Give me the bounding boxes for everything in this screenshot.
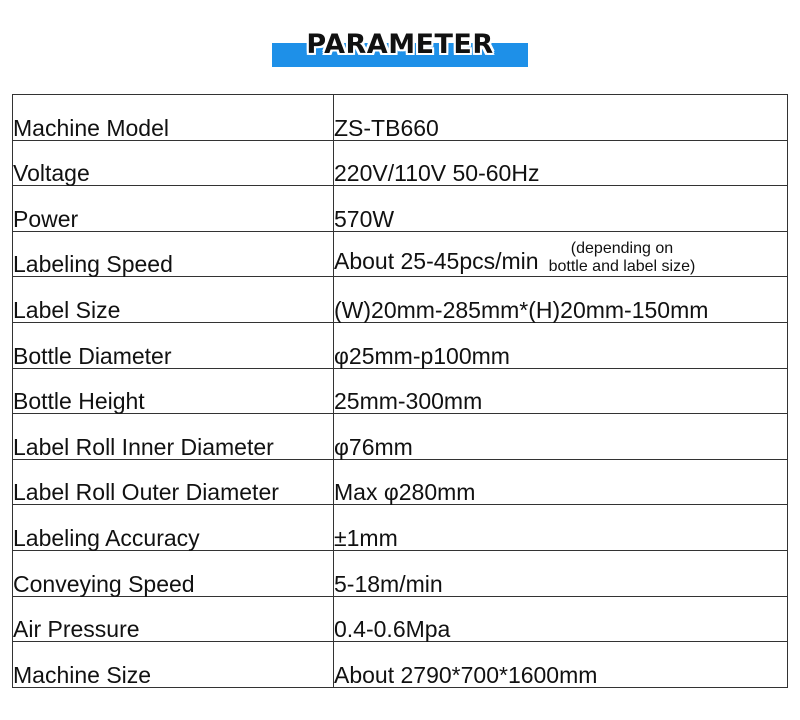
param-name: Label Size bbox=[13, 277, 334, 323]
param-name: Bottle Diameter bbox=[13, 322, 334, 368]
table-row bbox=[13, 459, 788, 505]
parameter-table bbox=[12, 94, 788, 688]
param-value: ZS-TB660 bbox=[334, 95, 788, 141]
param-value: 220V/110V 50-60Hz bbox=[334, 140, 788, 186]
param-name: Labeling Accuracy bbox=[13, 505, 334, 551]
table-row bbox=[13, 368, 788, 414]
param-name: Labeling Speed bbox=[13, 231, 334, 277]
page-title-banner bbox=[272, 30, 528, 68]
table-row bbox=[13, 231, 788, 277]
param-name: Conveying Speed bbox=[13, 550, 334, 596]
param-note bbox=[549, 240, 696, 276]
param-value: 5-18m/min bbox=[334, 550, 788, 596]
param-name: Label Roll Outer Diameter bbox=[13, 459, 334, 505]
param-name: Machine Model bbox=[13, 95, 334, 141]
param-name: Voltage bbox=[13, 140, 334, 186]
param-name: Bottle Height bbox=[13, 368, 334, 414]
param-value: 0.4-0.6Mpa bbox=[334, 596, 788, 642]
param-value: 25mm-300mm bbox=[334, 368, 788, 414]
table-row bbox=[13, 140, 788, 186]
param-name: Machine Size bbox=[13, 642, 334, 688]
table-row bbox=[13, 277, 788, 323]
param-value: φ76mm bbox=[334, 414, 788, 460]
table-row bbox=[13, 550, 788, 596]
table-row bbox=[13, 186, 788, 232]
table-row bbox=[13, 95, 788, 141]
param-value: ±1mm bbox=[334, 505, 788, 551]
param-value: 570W bbox=[334, 186, 788, 232]
param-name: Power bbox=[13, 186, 334, 232]
param-note-line: bottle and label size) bbox=[548, 258, 696, 276]
table-row bbox=[13, 505, 788, 551]
table-row bbox=[13, 642, 788, 688]
param-name: Label Roll Inner Diameter bbox=[13, 414, 334, 460]
table-row bbox=[13, 414, 788, 460]
table-row bbox=[13, 596, 788, 642]
param-value: (W)20mm-285mm*(H)20mm-150mm bbox=[334, 277, 788, 323]
param-value: About 25-45pcs/min bbox=[334, 248, 539, 275]
param-note-line: (depending on bbox=[570, 240, 674, 258]
table-row bbox=[13, 322, 788, 368]
param-value: φ25mm-p100mm bbox=[334, 322, 788, 368]
param-value: About 2790*700*1600mm bbox=[334, 642, 788, 688]
param-value: Max φ280mm bbox=[334, 459, 788, 505]
page-title: PARAMETER bbox=[306, 29, 494, 60]
param-value-cell bbox=[334, 231, 788, 277]
param-name: Air Pressure bbox=[13, 596, 334, 642]
